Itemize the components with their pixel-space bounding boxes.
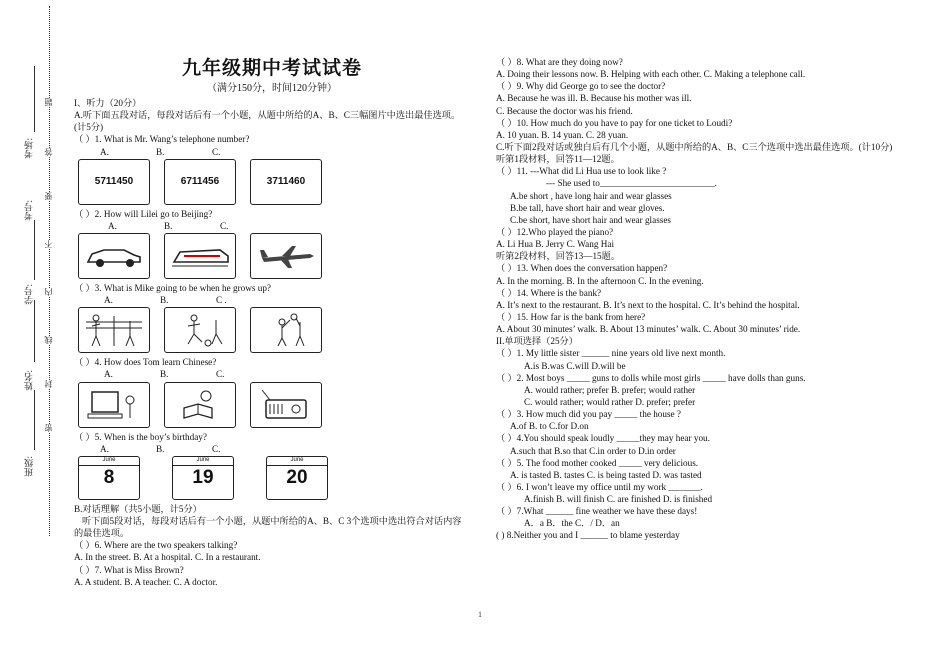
question-11-option-c: C.be short, have short hair and wear glasses [510, 214, 671, 225]
left-column [74, 58, 470, 588]
question-15-options: A. About 30 minutes’ walk. B. About 13 minutes’ walk. C. About 30 minutes’ ride. [496, 324, 801, 335]
question-10-options: A. 10 yuan. B. 14 yuan. C. 28 yuan. [496, 129, 629, 140]
calendar-picture-a: June 8 [78, 456, 140, 500]
passage-1-heading: 听第1段材料，回答11—12题。 [496, 154, 620, 165]
part-b-heading: B.对话理解（共5小题，计5分） [74, 503, 202, 514]
question-13-options: A. In the morning. B. In the afternoon C. In the evening. [496, 275, 704, 286]
choice-8: ( ) 8.Neither you and I ______ to blame yesterday [496, 530, 680, 541]
class-label: 班级: [24, 456, 34, 477]
exam-subtitle: （满分150分，时间120分钟） [207, 82, 337, 94]
question-6: （ ）6. Where are the two speakers talking? [74, 540, 238, 551]
seal-mark: 封 [44, 380, 53, 388]
question-7: （ ）7. What is Miss Brown? [74, 564, 184, 575]
passage-2-heading: 听第2段材料，回答13—15题。 [496, 251, 621, 262]
q3-option-letters: A. B. C . [104, 295, 227, 306]
seat-label: 学号: [24, 284, 34, 305]
radio-icon [250, 382, 322, 428]
question-8: （ ）8. What are they doing now? [496, 57, 623, 67]
question-3: （ ）3. What is Mike going to be when he grows up? [74, 282, 271, 293]
part-a-instructions: A.听下面五段对话，每段对话后有一个小题，从题中所给的A、B、C三幅图片中选出最佳选项。(计5分) [74, 110, 461, 133]
question-9: （ ）9. Why did George go to see the doctor? [496, 81, 666, 92]
choice-7: （ ）7.What ______ fine weather we have these days! [496, 506, 698, 517]
plane-icon [250, 233, 322, 279]
football-icon [164, 307, 236, 353]
question-13: （ ）13. When does the conversation happen? [496, 263, 668, 274]
q5-pictures [78, 456, 470, 500]
exam-no-label: 考号: [24, 200, 34, 221]
q2-pictures [78, 233, 470, 279]
calendar-picture-b: June 19 [172, 456, 234, 500]
question-12-options: A. Li Hua B. Jerry C. Wang Hai [496, 239, 614, 250]
q5-option-letters: A. B. C. [100, 443, 221, 454]
seal-mark: 密 [44, 424, 53, 432]
choice-5-options: A. is tasted B. tastes C. is being tasted D. was tasted [510, 469, 702, 480]
train-icon [164, 233, 236, 279]
q1-option-letters: A. B. C. [100, 146, 221, 157]
choice-5: （ ）5. The food mother cooked _____ very delicious. [496, 457, 699, 468]
question-14-options: A. It’s next to the restaurant. B. It’s next to the hospital. C. It’s behind the hospital. [496, 299, 800, 310]
seal-mark: 线 [44, 336, 53, 344]
exam-title: 九年级期中考试试卷 [181, 58, 362, 79]
page-number: 1 [478, 610, 482, 619]
seal-mark: 答 [44, 148, 53, 156]
question-11-answer-line: --- She used to_________________________. [546, 178, 717, 189]
choice-2: （ ）2. Most boys _____ guns to dolls while most girls _____ have dolls than guns. [496, 372, 806, 383]
seal-dotted-line [49, 6, 50, 536]
choice-4-options: A.such that B.so that C.in order to D.in order [510, 445, 676, 456]
computer-icon [78, 382, 150, 428]
choice-4: （ ）4.You should speak loudly _____they may hear you. [496, 433, 710, 444]
question-9-options-2: C. Because the doctor was his friend. [496, 105, 633, 116]
choice-3: （ ）3. How much did you pay _____ the house ? [496, 409, 682, 420]
seal-mark: 内 [44, 288, 53, 296]
question-2: （ ）2. How will Lilei go to Beijing? [74, 208, 213, 219]
binding-margin [0, 0, 60, 658]
book-icon [164, 382, 236, 428]
section-choice-heading: II.单项选择（25分） [496, 336, 578, 347]
question-12: （ ）12.Who played the piano? [496, 226, 614, 237]
name-label: 姓名: [24, 370, 34, 391]
choice-6-options: A.finish B. will finish C. are finished D. is finished [524, 494, 713, 505]
choice-2-options-2: C. would rather; would rather D. prefer; prefer [524, 396, 696, 407]
part-b-instructions: 听下面5段对话，每段对话后有一个小题，从题中所给的A、B、C 3个选项中选出符合对话内容的最佳选项。 [74, 515, 462, 539]
volleyball-icon [78, 307, 150, 353]
question-7-options: A. A student. B. A teacher. C. A doctor. [74, 576, 218, 587]
choice-7-options: A．a B．the C．/ D．an [524, 518, 620, 529]
choice-1-options: A.is B.was C.will D.will be [524, 360, 626, 371]
choice-1: （ ）1. My little sister ______ nine years old live next month. [496, 348, 726, 359]
right-column [496, 56, 896, 542]
basketball-icon [250, 307, 322, 353]
telephone-picture-c: 3711460 [250, 159, 322, 205]
question-15: （ ）15. How far is the bank from here? [496, 311, 646, 322]
question-14: （ ）14. Where is the bank? [496, 287, 602, 298]
q4-pictures [78, 382, 470, 428]
telephone-picture-a: 5711450 [78, 159, 150, 205]
seal-mark: 题 [44, 98, 53, 106]
section-listening-heading: I、听力（20分） [74, 97, 142, 108]
question-4: （ ）4. How does Tom learn Chinese? [74, 357, 217, 368]
q3-pictures [78, 307, 470, 353]
part-c-instructions: C.听下面2段对话或独白后有几个小题，从题中所给的A、B、C三个选项中选出最佳选项。(计10分) [496, 141, 893, 152]
question-11: （ ）11. ---What did Li Hua use to look like ? [496, 166, 667, 177]
choice-3-options: A.of B. to C.for D.on [510, 421, 589, 432]
question-8-options: A. Doing their lessons now. B. Helping with each other. C. Making a telephone call. [496, 69, 806, 80]
question-5: （ ）5. When is the boy’s birthday? [74, 431, 207, 442]
q4-option-letters: A. B. C. [104, 369, 225, 380]
seal-mark: 要 [44, 192, 53, 200]
question-10: （ ）10. How much do you have to pay for one ticket to Loudi? [496, 117, 733, 128]
telephone-picture-b: 6711456 [164, 159, 236, 205]
q2-option-letters: A. B. C. [108, 220, 229, 231]
question-11-option-a: A.be short , have long hair and wear glasses [510, 190, 672, 201]
seal-mark: 不 [44, 240, 53, 248]
choice-6: （ ）6. I won’t leave my office until my work _______. [496, 481, 703, 492]
question-9-options-1: A. Because he was ill. B. Because his mother was ill. [496, 93, 692, 104]
question-6-options: A. In the street. B. At a hospital. C. In a restaurant. [74, 552, 261, 563]
calendar-picture-c: June 20 [266, 456, 328, 500]
q1-pictures [78, 159, 470, 205]
question-1: （ ）1. What is Mr. Wang’s telephone number? [74, 134, 250, 145]
choice-2-options-1: A. would rather; prefer B. prefer; would rather [524, 384, 696, 395]
car-icon [78, 233, 150, 279]
question-11-option-b: B.be tall, have short hair and wear gloves. [510, 202, 665, 213]
room-label: 考场: [24, 138, 34, 159]
